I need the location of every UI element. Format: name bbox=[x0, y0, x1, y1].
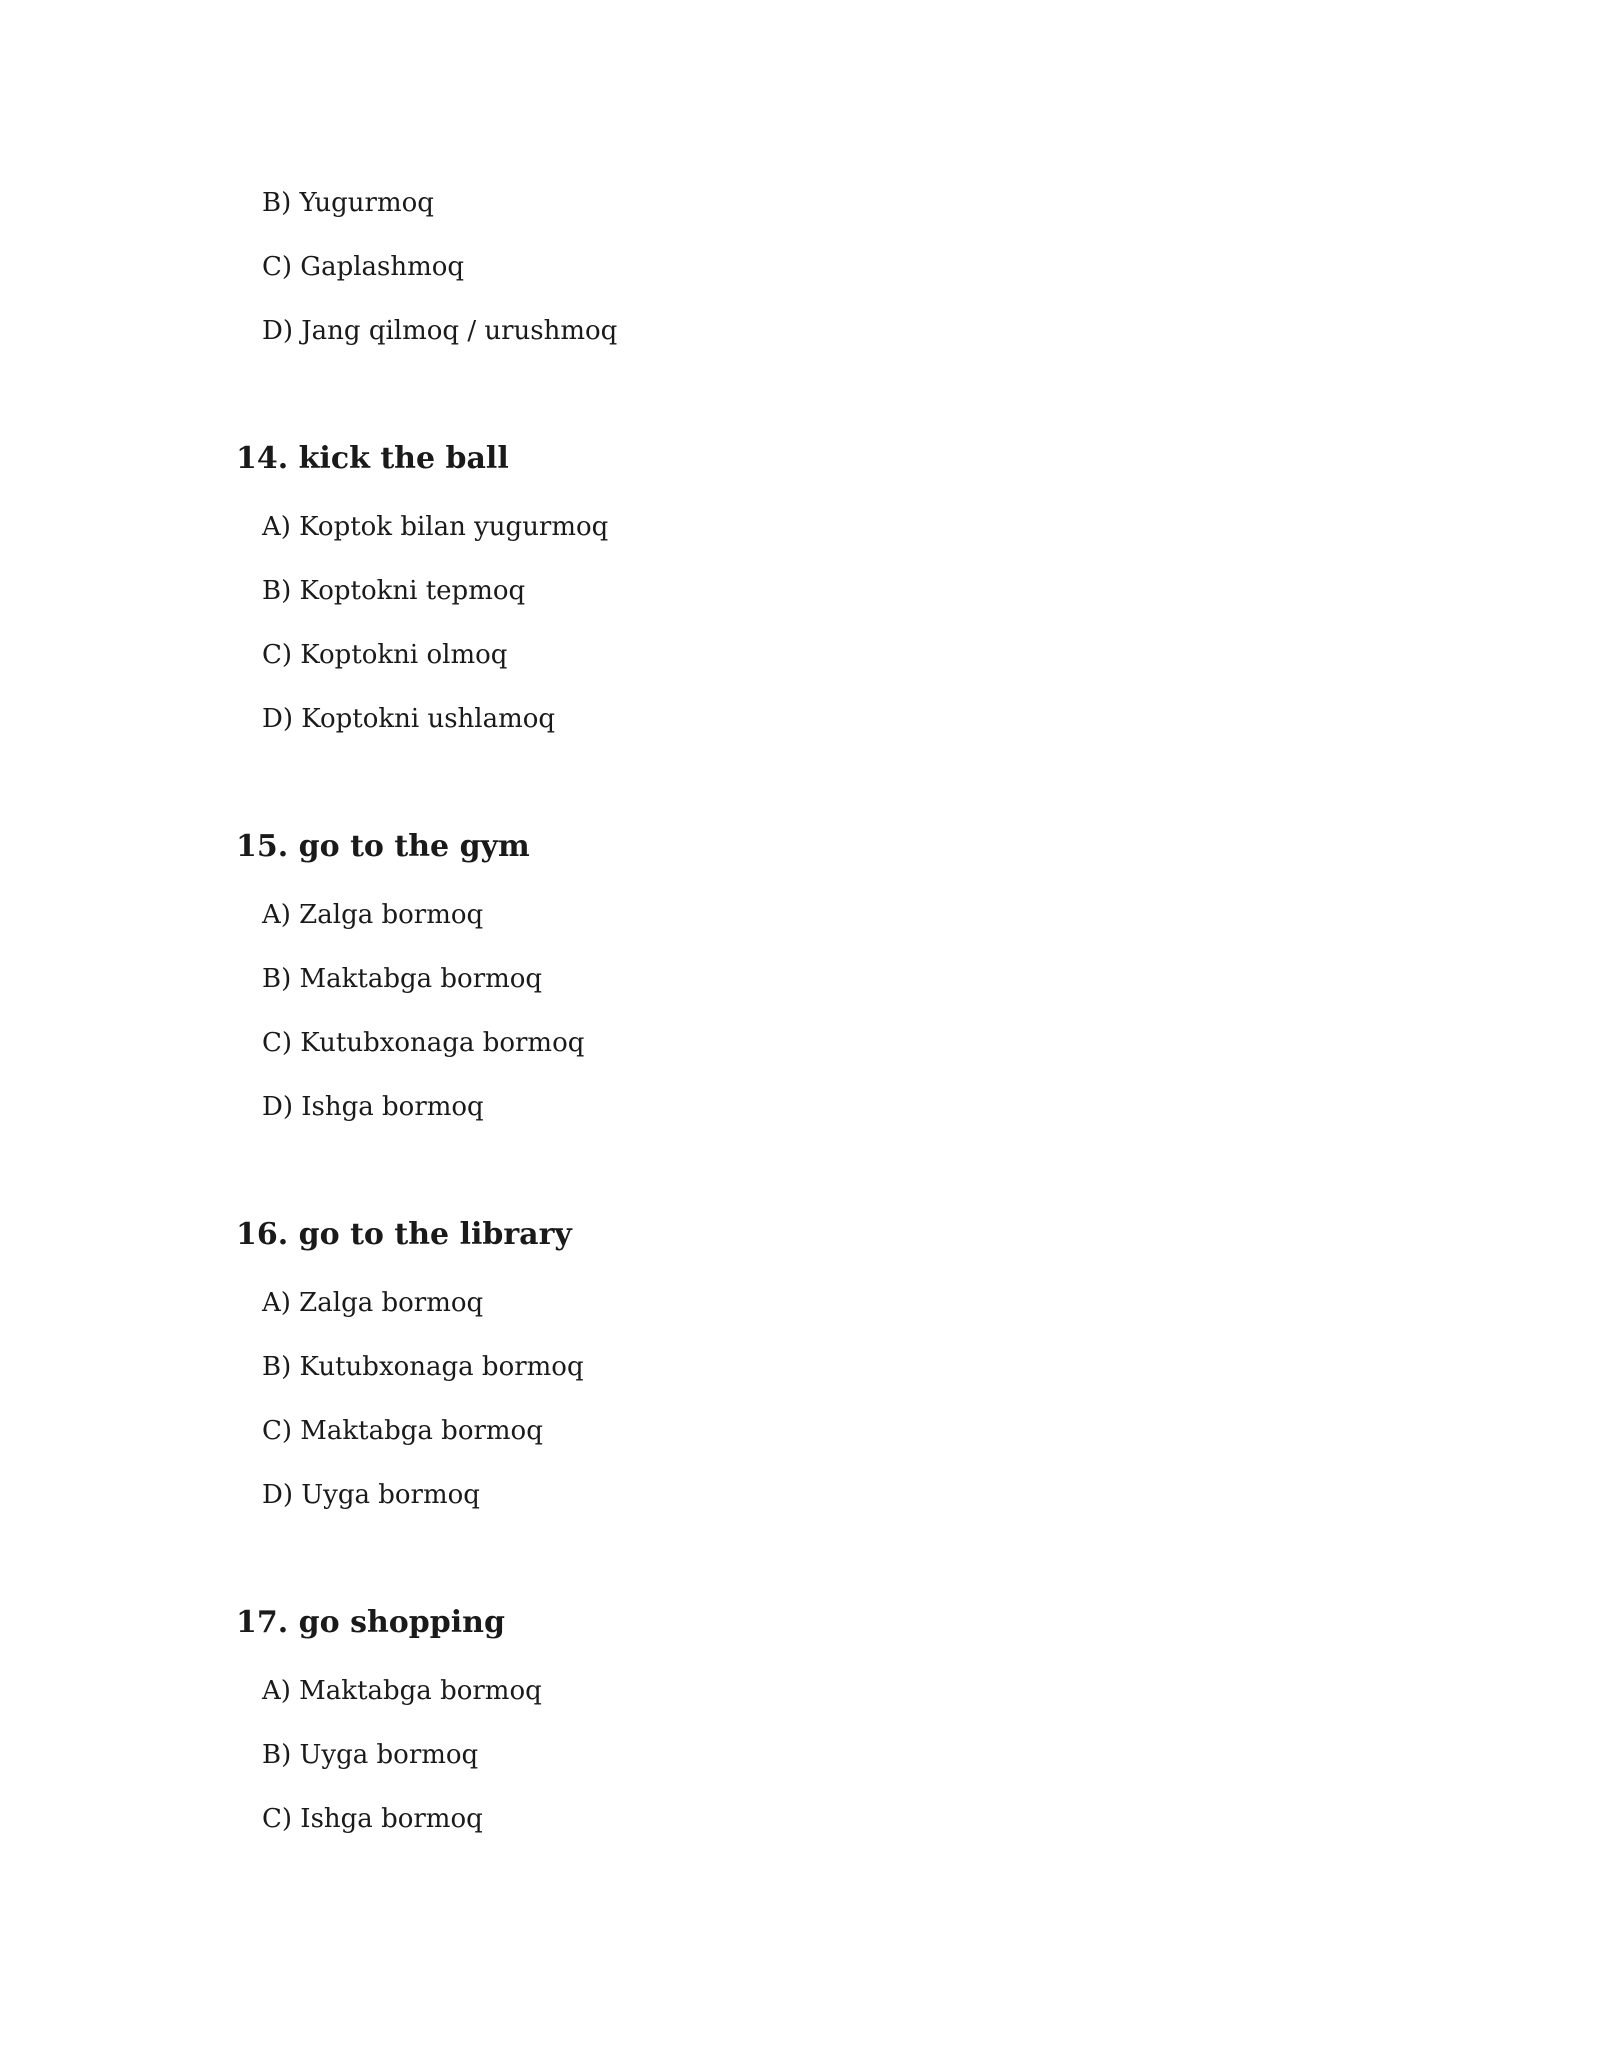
answer-option: C) Gaplashmoq bbox=[262, 252, 465, 282]
answer-option: B) Kutubxonaga bormoq bbox=[262, 1352, 584, 1382]
answer-option: C) Kutubxonaga bormoq bbox=[262, 1028, 585, 1058]
answer-option: B) Yugurmoq bbox=[262, 188, 434, 218]
answer-option: D) Ishga bormoq bbox=[262, 1092, 484, 1122]
question-title: 16. go to the library bbox=[236, 1217, 572, 1252]
answer-option: D) Uyga bormoq bbox=[262, 1480, 480, 1510]
answer-option: A) Koptok bilan yugurmoq bbox=[262, 512, 609, 542]
question-title: 14. kick the ball bbox=[236, 441, 509, 476]
question-title: 15. go to the gym bbox=[236, 829, 530, 864]
answer-option: B) Uyga bormoq bbox=[262, 1740, 479, 1770]
answer-option: B) Koptokni tepmoq bbox=[262, 576, 526, 606]
answer-option: A) Zalga bormoq bbox=[262, 1288, 484, 1318]
answer-option: C) Koptokni olmoq bbox=[262, 640, 508, 670]
answer-option: A) Zalga bormoq bbox=[262, 900, 484, 930]
answer-option: B) Maktabga bormoq bbox=[262, 964, 543, 994]
answer-option: A) Maktabga bormoq bbox=[262, 1676, 542, 1706]
answer-option: C) Maktabga bormoq bbox=[262, 1416, 543, 1446]
question-title: 17. go shopping bbox=[236, 1605, 505, 1640]
answer-option: D) Jang qilmoq / urushmoq bbox=[262, 316, 618, 346]
answer-option: D) Koptokni ushlamoq bbox=[262, 704, 556, 734]
answer-option: C) Ishga bormoq bbox=[262, 1804, 483, 1834]
